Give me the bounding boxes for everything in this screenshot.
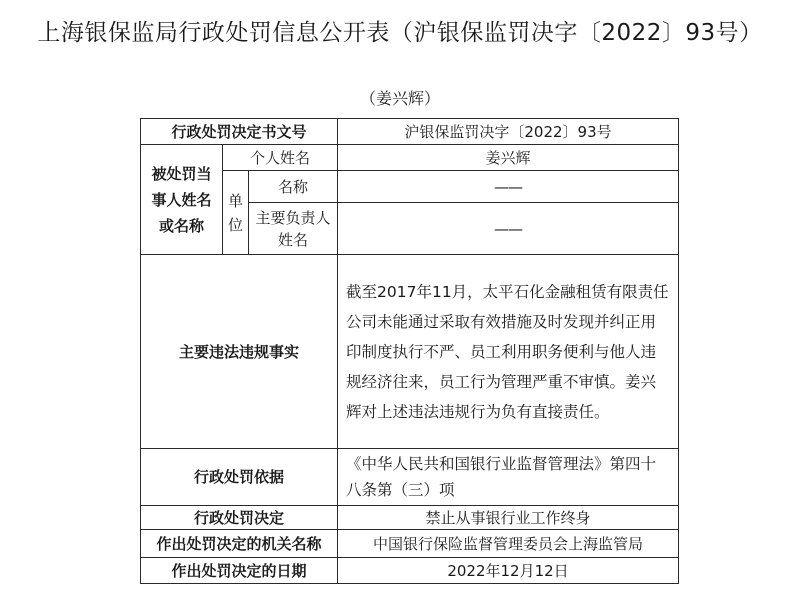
decision-label: 行政处罚决定 [141, 506, 338, 530]
decision-no-value: 沪银保监罚决字〔2022〕93号 [338, 119, 679, 145]
individual-name-label: 个人姓名 [223, 145, 338, 171]
decision-no-label: 行政处罚决定书文号 [141, 119, 338, 145]
date-text: 2022年12月12日 [338, 558, 679, 584]
row-decision [141, 506, 679, 530]
row-violation [141, 255, 679, 449]
head-name-label: 主要负责人姓名 [249, 203, 338, 255]
unit-name-value: —— [338, 171, 679, 203]
page-title: 上海银保监局行政处罚信息公开表（沪银保监罚决字〔2022〕93号） [37, 20, 763, 46]
violation-text: 截至2017年11月，太平石化金融租赁有限责任公司未能通过采取有效措施及时发现并纠正用印制度执行不严、员工利用职务便利与他人违规经济往来，员工行为管理严重不审慎。姜兴辉对上述违法违规行为负有直接责任。 [338, 255, 679, 449]
unit-name-label: 名称 [249, 171, 338, 203]
row-date [141, 558, 679, 584]
page-subtitle: （姜兴辉） [359, 89, 440, 108]
head-name-value: —— [338, 203, 679, 255]
decision-text: 禁止从事银行业工作终身 [338, 506, 679, 530]
authority-label: 作出处罚决定的机关名称 [141, 530, 338, 558]
violation-label: 主要违法违规事实 [141, 255, 338, 449]
individual-name-value: 姜兴辉 [338, 145, 679, 171]
row-decision-no [141, 119, 679, 145]
row-individual [141, 145, 679, 171]
authority-text: 中国银行保险监督管理委员会上海监管局 [338, 530, 679, 558]
row-basis [141, 449, 679, 506]
unit-label: 单位 [223, 171, 249, 255]
date-label: 作出处罚决定的日期 [141, 558, 338, 584]
row-authority [141, 530, 679, 558]
basis-label: 行政处罚依据 [141, 449, 338, 506]
basis-text: 《中华人民共和国银行业监督管理法》第四十八条第（三）项 [338, 449, 679, 506]
penalty-table [140, 118, 679, 584]
party-label: 被处罚当事人姓名或名称 [141, 145, 223, 255]
